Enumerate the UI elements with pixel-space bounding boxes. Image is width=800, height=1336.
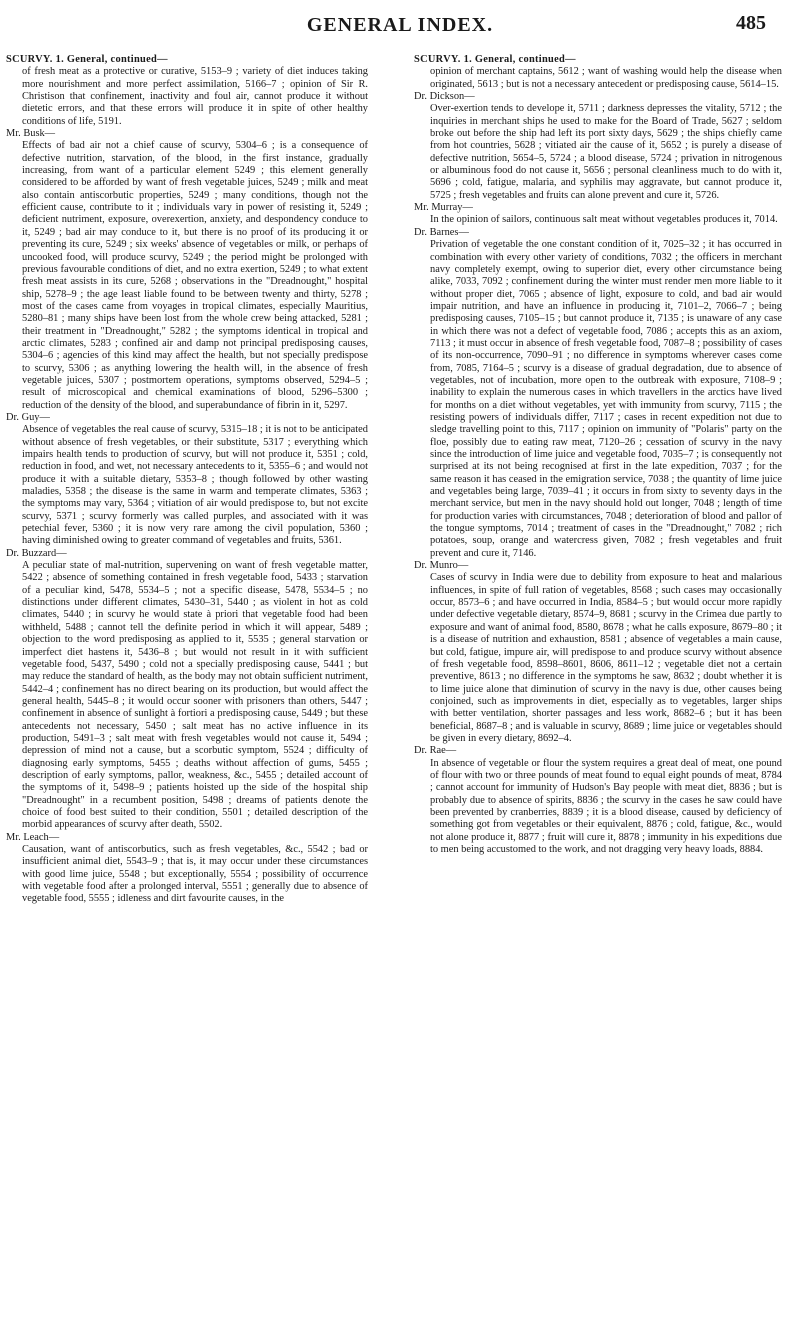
entry-text: In the opinion of sailors, continuous salt meat without vegetables produces it, 7014. — [430, 214, 778, 226]
entry-text: opinion of merchant captains, 5612 ; want of washing would help the disease when originated, 5613 ; but is not a necessary antecedent or predisposing cause, 5614–15. — [430, 66, 782, 90]
section-heading: SCURVY. 1. General, continued— — [6, 54, 168, 65]
entry-text: Privation of vegetable the one constant condition of it, 7025–32 ; it has occurred in combination with every other variety of conditions, 7032 ; the officers in merchant navy completely exempt, owing to superior diet, every other circumstance being alike, 7033, 7092 ; confinement during the winter must render men more liable to it without proper diet, 7065 ; absence of light, exposure to cold, and bad air would impair nutrition, and have an influence in producing it, 7101–2, 7066–7 ; being predisposing causes, 7105–15 ; but cannot produce it, 7135 ; is unaware of any case in which there was not a defect of vegetable food, 7086 ; accepts this as an axiom, 7113 ; it must occur in absence of fresh vegetable food, 7087–8 ; possibility of cases of its non-occurrence, 7090–91 ; no difference in symptoms wherever cases come from, 7085, 7164–5 ; scurvy is a disease of gradual degradation, due to absence of vegetables, not of incubation, more open to the outbreak with exposure, 7108–9 ; inability to explain the numerous cases in which travellers in the arctics have lived for months on a diet without vegetables, yet with immunity from scurvy, 7115 ; the resisting powers of individuals differ, 7117 ; cases in recent expedition not due to sledge travelling point to this, 7117 ; opinion on immunity of "Polaris" party on the floe, possibly due to eating raw meat, 7120–26 ; cessation of scurvy in the navy since the introduction of lime juice and vegetable food, 7035–7 ; is consequently not surprised at its not being recognised at first in the late expedition, 7037 ; for the same reason it has ceased in the emigration service, 7038 ; the quantity of lime juice and vegetables being large, 7039–41 ; it occurs in from sixty to seventy days in the merchant service, but men in the navy should hold out longer, 7048 ; length of time for production varies with circumstances, 7048 ; deterioration of blood and pallor of the tongue symptoms, 7014 ; treatment of cases in the "Dreadnought," 7082 ; rich potatoes, soup, orange and watercress given, 7082 ; fresh vegetables and fruit prevent and cure it, 7146. — [430, 239, 782, 559]
witness-name: Dr. Rae— — [414, 745, 457, 757]
entry-text: Effects of bad air not a chief cause of scurvy, 5304–6 ; is a consequence of defective nutrition, starvation, of the blood, in the first instance, gradually increasing, from want of a particular element 5249 ; this element generally considered to be afforded by want of fresh vegetable juices, 5249 ; milk and meat also contain antiscorbutic properties, 5249 ; many conditions, though not the efficient cause, contribute to it ; individuals vary in power of resisting it, 5249 ; deficient nutriment, exposure, overexertion, anxiety, and despondency conduce to it, 5249 ; bad air may conduce to it, but there is no proof of its producing it or preventing its cure, 5249 ; six weeks' absence of vegetables or milk, or perhaps of uncooked food, will produce scurvy, 5249 ; the period might be prolonged with previous favourable conditions of diet, and no extra exertion, 5249 ; to what extent fresh meat assists in its cure, 5268 ; observations in the "Dreadnought," hospital ship, 5278–9 ; the age least liable found to be between twenty and thirty, 5278 ; most of the cases came from voyages in tropical climates, especially Mauritius, 5280–81 ; many ships have been lost from the whole crew being attacked, 5281 ; their treatment in "Dreadnought," 5282 ; the symptoms identical in tropical and arctic climates, 5283 ; confined air and damp not principal predisposing causes, 5304–6 ; agencies of this kind may affect the health, but not specially predispose to scurvy, 5306 ; as anything lowering the health will, in the absence of fresh vegetable juices, 5307 ; postmortem operations, symptoms observed, 5294–5 ; result of microscopical and chemical examinations of blood, 5296–5300 ; reduction of the density of the blood, and superabundance of fibrin in it, 5297. — [22, 140, 368, 411]
left-column — [6, 54, 368, 906]
section-heading: SCURVY. 1. General, continued— — [414, 54, 576, 65]
witness-name: Mr. Busk— — [6, 128, 56, 140]
entry-text: Causation, want of antiscorbutics, such as fresh vegetables, &c., 5542 ; bad or insufficient animal diet, 5543–9 ; that is, it may occur under these circumstances with good lime juice, 5548 ; but exceptionally, 5554 ; possibility of occurrence with vegetable food after a prolonged interval, 5551 ; generally due to absence of vegetable food, 5555 ; idleness and dirt favourite causes, in the — [22, 844, 368, 905]
entry-text: Cases of scurvy in India were due to debility from exposure to heat and malarious influences, in spite of full ration of vegetables, 8568 ; such cases may occasionally occur, 8573–6 ; and have occurred in India, 8584–5 ; but would occur more rapidly under defective vegetable dietary, 8574–9, 8681 ; scurvy in the Crimea due partly to exposure and want of animal food, 8580, 8678 ; what he calls exposure, 8679–80 ; it is a disease of nutrition and exhaustion, 8581 ; absence of vegetables a main cause, but cold, fatigue, impure air, will predispose to and produce scurvy without absence of fresh vegetable food, 8598–8601, 8606, 8611–12 ; vegetable diet not a certain preventive, 8613 ; no difference in the symptoms he saw, 8632 ; doubt whether it is to lime juice alone that diminution of scurvy in the navy is due, other causes being conjoined, such as improvements in diet, especially as to vegetables, larger ships with better ventilation, shorter passages and less work, 8682–6 ; but it has been beneficial, 8687–8 ; and is valuable in scurvy, 8689 ; lime juice or vegetables should be given in every dietary, 8692–4. — [430, 572, 782, 744]
entry-text: A peculiar state of mal-nutrition, supervening on want of fresh vegetable matter, 5422 ; absence of something contained in fresh vegetable food, 5433 ; starvation of a peculiar kind, 5478, 5534–5 ; not a specific disease, 5478, 5534–5 ; no distinctions under different climates, 5430–31, 5440 ; as violent in hot as cold climates, 5440 ; in scurvy he would state à priori that vegetable food had been withheld, 5488 ; cannot tell the definite period in which it will appear, 5489 ; objection to the word predisposing as applied to it, 5535 ; general starvation or imperfect diet hastens it, 5436–8 ; but would not result in it with sufficient vegetable food, 5437, 5490 ; cold not a specially predisposing cause, 5441 ; but may reduce the standard of health, as the body may not obtain sufficient nutriment, 5442–4 ; confinement has no direct bearing on its production, but would affect the general health, 5445–8 ; it would occur sooner with prisoners than others, 5447 ; confinement in absence of sunlight à fortiori a predisposing cause, 5449 ; but these antecedents not necessary, 5450 ; salt meat has no active influence in its production, 5491–3 ; salt meat with fresh vegetables would not cause it, 5494 ; depression of mind not a cause, but a scorbutic symptom, 5524 ; difficulty of diagnosing early symptoms, 5455 ; deaths without affection of gums, 5455 ; description of early symptoms, pallor, weakness, &c., 5455 ; detailed account of the symptoms of it, 5498–9 ; patients hoisted up the side of the hospital ship "Dreadnought" in a recumbent position, 5498 ; dreams of patients denote the choice of food best suited to their condition, 5501 ; detailed description of the morbid appearances of scurvy after death, 5502. — [22, 560, 368, 831]
witness-name: Mr. Leach— — [6, 831, 60, 843]
entry-text: Absence of vegetables the real cause of scurvy, 5315–18 ; it is not to be anticipated without absence of fresh vegetables, or their substitute, 5317 ; everything which impairs health tends to production of scurvy, but will not produce it, 5351 ; cold, reduction in food, and wet, not necessary antecedents to it, 5355–6 ; and would not produce it with a suitable dietary, 5353–8 ; though followed by other wasting maladies, 5358 ; the disease is the same in warm and temperate climates, 5363 ; the symptoms may vary, 5364 ; vitiation of air would predispose to, but not excite scurvy, 5371 ; scurvy formerly was called purples, and associated with it was petechial fever, 5360 ; it is now very rare among the civil population, 5360 ; having diminished owing to greater command of vegetables and fruits, 5361. — [22, 424, 368, 547]
witness-name: Mr. Murray— — [414, 202, 473, 214]
witness-name: Dr. Guy— — [6, 411, 50, 423]
witness-name: Dr. Dickson— — [414, 91, 475, 103]
entry-text: In absence of vegetable or flour the system requires a great deal of meat, one pound of flour with two or three pounds of meat found to equal eight pounds of meat, 8784 ; cannot account for immunity of Hudson's Bay people with meat diet, 8836 ; but is probably due to absence of spirits, 8836 ; the scurvy in the cases he saw could have been prevented by cranberries, 8839 ; it is a blood disease, caused by deficiency of something got from vegetables or their equivalent, 8876 ; cold, fatigue, &c., would not alone produce it, 8877 ; fruit will cure it, 8878 ; immunity in his expeditions due to men being accustomed to the work, and not dragging very heavy loads, 8884. — [430, 757, 782, 855]
right-column — [414, 54, 782, 856]
entry-text: of fresh meat as a protective or curative, 5153–9 ; variety of diet induces taking more nourishment and more perfect assimilation, 5166–7 ; opinion of Sir R. Christison that confinement, inactivity and foul air, cannot produce it without dietetic errors, and that these errors will produce it in spite of other healthy conditions of life, 5191. — [22, 66, 368, 127]
entry-text: Over-exertion tends to develope it, 5711 ; darkness depresses the vitality, 5712 ; the inquiries in merchant ships he used to make for the Board of Trade, 5627 ; seldom broke out before the ship had left its port sixty days, 5629 ; the ships chiefly came from hot countries, 5628 ; vitiated air the cause of it, 5652 ; is purely a disease of defective nutrition, 5654–5, 5724 ; a blood disease, 5724 ; privation in nitrogenous or albuminous food do not cause it, 5656 ; personal cleanliness much to do with it, 5696 ; cold, fatigue, malaria, and syphilis may aggravate, but cannot produce it, 5725 ; fresh vegetables and fruits can alone prevent and cure it, 5726. — [430, 103, 782, 201]
witness-name: Dr. Barnes— — [414, 226, 469, 238]
page-header-title: GENERAL INDEX. — [306, 14, 494, 36]
witness-name: Dr. Munro— — [414, 560, 469, 572]
witness-name: Dr. Buzzard— — [6, 547, 67, 559]
page-number: 485 — [736, 12, 766, 34]
